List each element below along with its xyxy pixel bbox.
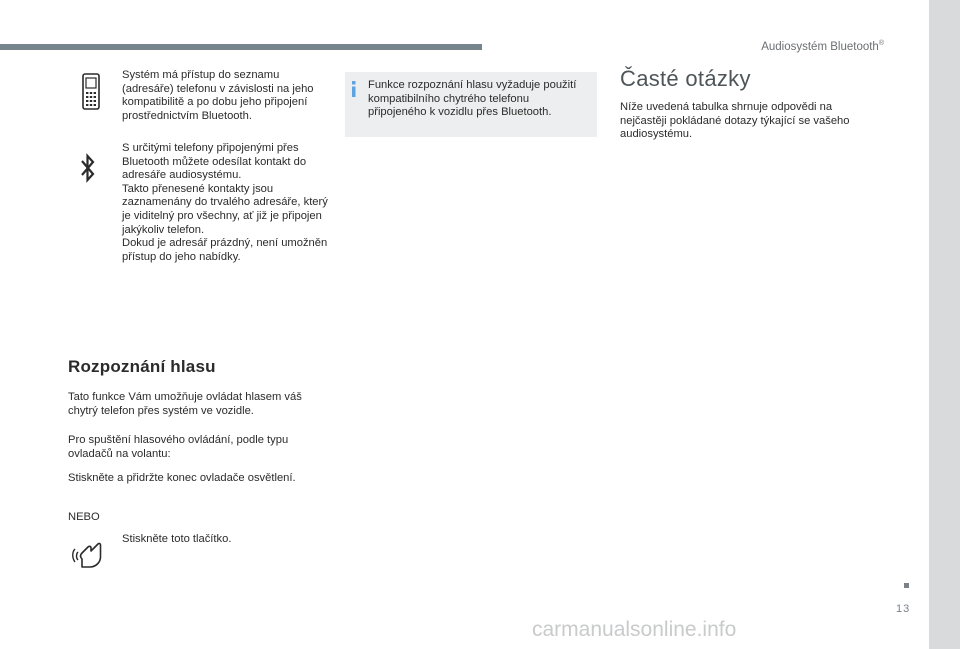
phonebook-access-paragraph: Systém má přístup do seznamu (adresáře) telefonu v závislosti na jeho kompatibilitě a po dobu jeho připojení prostřednictvím Bluetooth. bbox=[122, 69, 314, 122]
running-header bbox=[761, 40, 884, 53]
page-marker bbox=[904, 583, 909, 588]
info-box-text: Funkce rozpoznání hlasu vyžaduje použití kompatibilního chytrého telefonu připojeného k vozidlu přes Bluetooth. bbox=[368, 79, 577, 119]
bluetooth-paragraph-line: Takto přenesené kontakty jsou zaznamenány do trvalého adresáře, který je viditelný pro všechny, ať již je připojen jakýkoliv telefon. bbox=[122, 182, 328, 236]
running-header-title: Audiosystém Bluetooth bbox=[761, 40, 879, 53]
bluetooth-contacts-paragraph bbox=[122, 142, 332, 264]
hand-voice-control-icon bbox=[72, 535, 108, 569]
voice-intro-paragraph: Tato funkce Vám umožňuje ovládat hlasem váš chytrý telefon přes systém ve vozidle. bbox=[68, 391, 302, 417]
bluetooth-paragraph-line: Dokud je adresář prázdný, není umožněn přístup do jeho nabídky. bbox=[122, 237, 328, 263]
faq-heading: Časté otázky bbox=[620, 66, 751, 91]
faq-intro-paragraph: Níže uvedená tabulka shrnuje odpovědi na nejčastěji pokládané dotazy týkající se vašeho audiosystému. bbox=[620, 101, 850, 141]
voice-recognition-heading: Rozpoznání hlasu bbox=[68, 357, 216, 376]
or-label: NEBO bbox=[68, 511, 100, 523]
page-number: 13 bbox=[896, 603, 911, 615]
voice-step-button: Stiskněte toto tlačítko. bbox=[122, 533, 232, 545]
registered-mark: ® bbox=[878, 40, 884, 47]
info-icon bbox=[350, 81, 358, 97]
bluetooth-icon bbox=[80, 152, 96, 184]
mobile-phone-icon bbox=[80, 73, 102, 110]
voice-step-stalk: Stiskněte a přidržte konec ovladače osvětlení. bbox=[68, 472, 296, 484]
voice-activation-paragraph: Pro spuštění hlasového ovládání, podle typu ovladačů na volantu: bbox=[68, 434, 289, 460]
watermark: carmanualsonline.info bbox=[532, 618, 737, 641]
bluetooth-paragraph-line: S určitými telefony připojenými přes Bluetooth můžete odesílat kontakt do adresáře audiosystému. bbox=[122, 142, 307, 182]
header-accent-bar bbox=[0, 44, 482, 50]
side-margin-strip bbox=[929, 0, 960, 649]
